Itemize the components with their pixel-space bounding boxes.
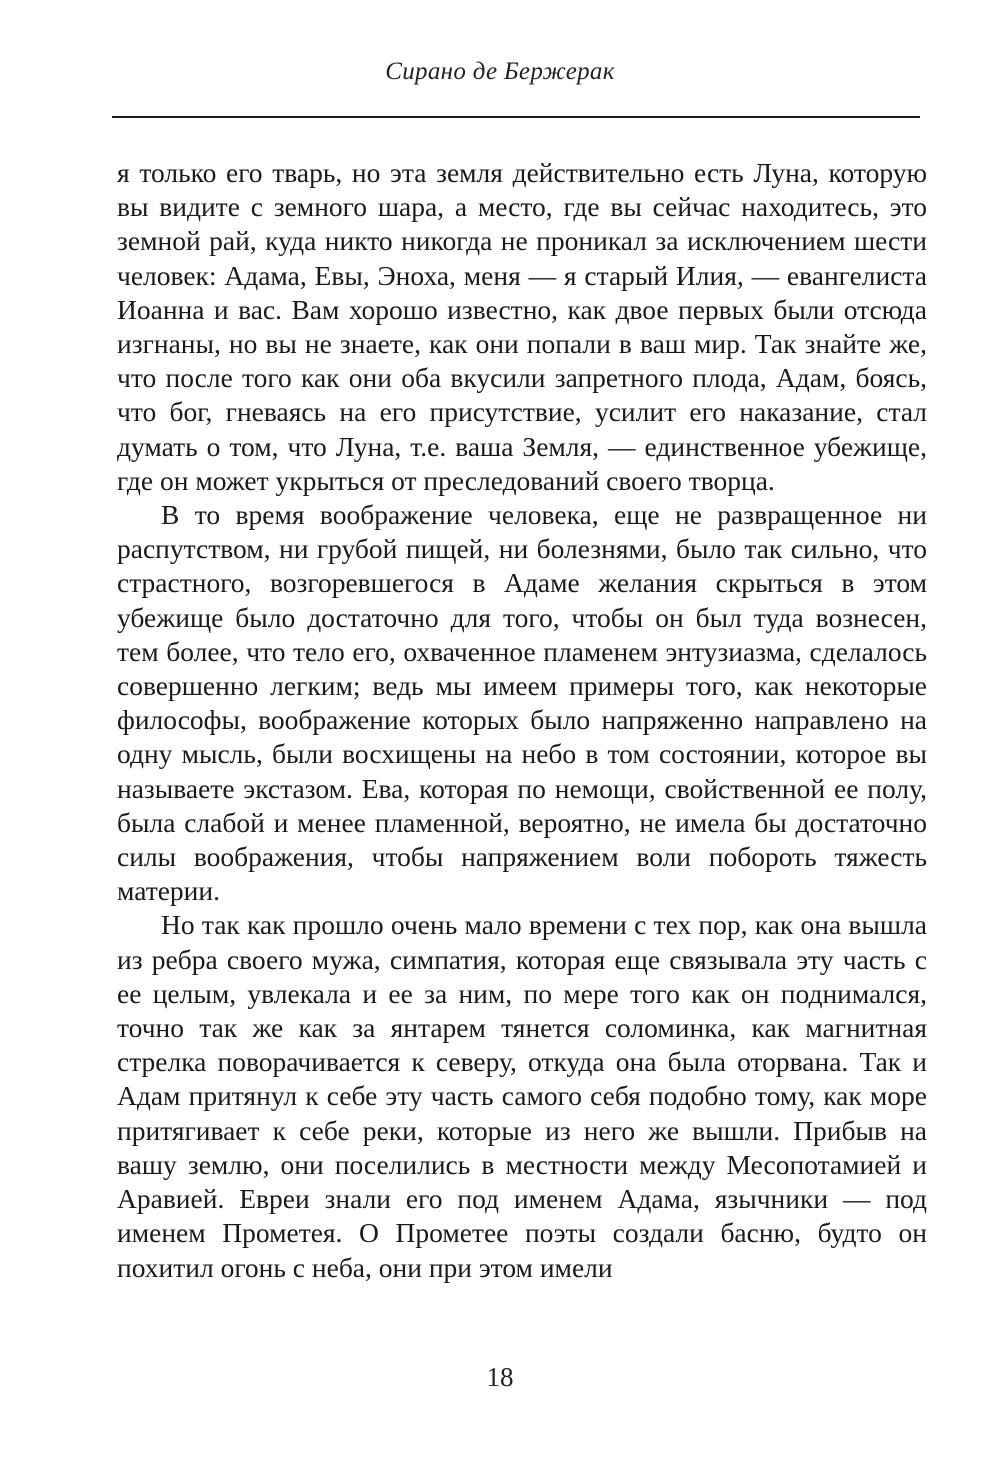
header-rule [112,116,920,118]
paragraph: Но так как прошло очень мало времени с тех пор, как она вышла из ребра своего мужа, симпатия, которая еще связывала эту часть с ее целым, увлекала и ее за ним, по мере того как он поднимался, точно так же как за янтарем тянется соломинка, как магнитная стрелка поворачивается к северу, откуда она была оторвана. Так и Адам притянул к себе эту часть самого себя подобно тому, как море притягивает к себе реки, которые из него же вышли. Прибыв на вашу землю, они поселились в местности между Месопотамией и Аравией. Евреи знали его под именем Адама, язычники — под именем Прометея. О Прометее поэты создали басню, будто он похитил огонь с неба, они при этом имели [117,909,927,1283]
paragraph: я только его тварь, но эта земля действительно есть Луна, которую вы видите с земного шара, а место, где вы сейчас находитесь, это земной рай, куда никто никогда не проникал за исключением шести человек: Адама, Евы, Эноха, меня — я старый Илия, — евангелиста Иоанна и вас. Вам хорошо известно, как двое первых были отсюда изгнаны, но вы не знаете, как они попали в ваш мир. Так знайте же, что после того как они оба вкусили запретного плода, Адам, боясь, что бог, гневаясь на его присутствие, усилит его наказание, стал думать о том, что Луна, т.е. ваша Земля, — единственное убежище, где он может укрыться от преследований своего творца. [117,157,927,496]
page-number: 18 [486,1362,514,1392]
running-title: Сирано де Бержерак [385,58,615,85]
body-text [117,156,927,1285]
paragraph: В то время воображение человека, еще не развращенное ни распутством, ни грубой пищей, ни болезнями, было так сильно, что страстного, возгоревшегося в Адаме желания скрыться в этом убежище было достаточно для того, чтобы он был туда вознесен, тем более, что тело его, охваченное пламенем энтузиазма, сделалось совершенно легким; ведь мы имеем примеры того, как некоторые философы, воображение которых было напряженно направлено на одну мысль, были восхищены на небо в том состоянии, которое вы называете экстазом. Ева, которая по немощи, свойственной ее полу, была слабой и менее пламенной, вероятно, не имела бы достаточно силы воображения, чтобы напряжением воли побороть тяжесть материи. [117,499,927,907]
